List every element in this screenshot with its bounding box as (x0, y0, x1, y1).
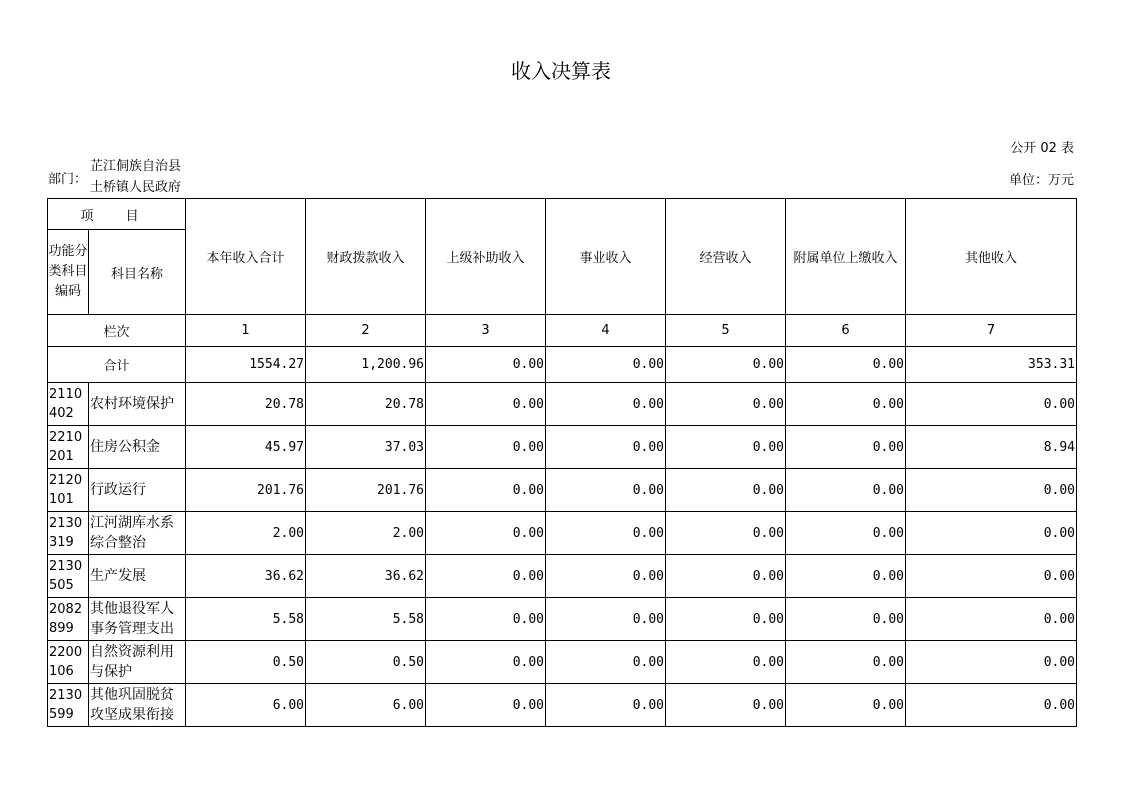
row-value: 0.00 (786, 469, 906, 512)
header-col-4: 事业收入 (546, 199, 666, 315)
row-name: 自然资源利用与保护 (89, 641, 186, 684)
row-value: 0.00 (906, 512, 1077, 555)
table-row (48, 469, 1077, 512)
table-row (48, 555, 1077, 598)
column-index: 3 (426, 315, 546, 347)
column-index: 1 (186, 315, 306, 347)
row-value: 0.00 (546, 555, 666, 598)
row-value: 0.00 (666, 469, 786, 512)
total-value: 0.00 (666, 347, 786, 383)
header-col-7: 其他收入 (906, 199, 1077, 315)
row-value: 20.78 (186, 383, 306, 426)
header-subject-name: 科目名称 (89, 230, 186, 315)
row-value: 0.00 (546, 383, 666, 426)
header-col-3: 上级补助收入 (426, 199, 546, 315)
row-value: 0.00 (546, 426, 666, 469)
row-value: 201.76 (186, 469, 306, 512)
column-index-row (48, 315, 1077, 347)
row-value: 36.62 (186, 555, 306, 598)
row-value: 5.58 (306, 598, 426, 641)
table-row (48, 598, 1077, 641)
row-value: 2.00 (186, 512, 306, 555)
row-value: 0.00 (546, 512, 666, 555)
total-label: 合计 (48, 347, 186, 383)
row-value: 0.00 (906, 469, 1077, 512)
row-value: 5.58 (186, 598, 306, 641)
unit-label: 单位：万元 (1008, 173, 1074, 188)
row-value: 0.00 (426, 641, 546, 684)
row-value: 6.00 (306, 684, 426, 727)
header-col-5: 经营收入 (666, 199, 786, 315)
header-row-1 (48, 199, 1077, 230)
header-func-code: 功能分类科目编码 (48, 230, 89, 315)
row-code: 2082899 (48, 598, 89, 641)
header-item: 项 目 (48, 199, 186, 230)
row-value: 0.00 (426, 684, 546, 727)
row-value: 0.00 (426, 426, 546, 469)
row-value: 0.50 (306, 641, 426, 684)
row-value: 0.00 (666, 512, 786, 555)
row-value: 0.00 (546, 598, 666, 641)
row-value: 0.00 (786, 512, 906, 555)
row-value: 45.97 (186, 426, 306, 469)
department-label: 部门： (48, 172, 88, 187)
row-value: 8.94 (906, 426, 1077, 469)
row-value: 0.00 (666, 641, 786, 684)
row-value: 0.00 (906, 555, 1077, 598)
page-title: 收入决算表 (511, 59, 611, 83)
row-code: 2200106 (48, 641, 89, 684)
row-value: 0.00 (546, 641, 666, 684)
row-name: 生产发展 (89, 555, 186, 598)
row-value: 0.00 (906, 684, 1077, 727)
row-value: 0.00 (906, 383, 1077, 426)
row-value: 0.50 (186, 641, 306, 684)
table-row (48, 383, 1077, 426)
row-name: 农村环境保护 (89, 383, 186, 426)
row-value: 6.00 (186, 684, 306, 727)
row-value: 37.03 (306, 426, 426, 469)
row-code: 2130599 (48, 684, 89, 727)
row-code: 2130319 (48, 512, 89, 555)
form-number: 公开 02 表 (1010, 141, 1074, 156)
row-code: 2210201 (48, 426, 89, 469)
row-value: 0.00 (546, 684, 666, 727)
row-value: 0.00 (426, 383, 546, 426)
income-table (47, 198, 1077, 727)
row-value: 0.00 (666, 598, 786, 641)
column-index: 5 (666, 315, 786, 347)
column-index-label: 栏次 (48, 315, 186, 347)
table-row (48, 684, 1077, 727)
row-value: 0.00 (786, 641, 906, 684)
row-value: 0.00 (786, 426, 906, 469)
department-name-line2: 土桥镇人民政府 (90, 180, 182, 195)
column-index: 2 (306, 315, 426, 347)
row-value: 0.00 (426, 555, 546, 598)
row-code: 2110402 (48, 383, 89, 426)
table-row (48, 426, 1077, 469)
total-row (48, 347, 1077, 383)
row-value: 0.00 (546, 469, 666, 512)
total-value: 1,200.96 (306, 347, 426, 383)
row-name: 行政运行 (89, 469, 186, 512)
row-name: 其他巩固脱贫攻坚成果衔接 (89, 684, 186, 727)
row-value: 201.76 (306, 469, 426, 512)
row-value: 2.00 (306, 512, 426, 555)
total-value: 0.00 (546, 347, 666, 383)
row-value: 0.00 (666, 555, 786, 598)
row-value: 0.00 (426, 469, 546, 512)
row-value: 0.00 (906, 598, 1077, 641)
row-name: 其他退役军人事务管理支出 (89, 598, 186, 641)
row-value: 0.00 (426, 512, 546, 555)
row-value: 0.00 (786, 383, 906, 426)
row-value: 20.78 (306, 383, 426, 426)
total-value: 0.00 (786, 347, 906, 383)
row-value: 0.00 (426, 598, 546, 641)
column-index: 7 (906, 315, 1077, 347)
header-col-6: 附属单位上缴收入 (786, 199, 906, 315)
row-value: 0.00 (666, 426, 786, 469)
row-value: 0.00 (666, 684, 786, 727)
row-name: 江河湖库水系综合整治 (89, 512, 186, 555)
header-col-1: 本年收入合计 (186, 199, 306, 315)
row-value: 0.00 (786, 555, 906, 598)
department-name (90, 156, 200, 198)
row-value: 0.00 (786, 684, 906, 727)
header-col-2: 财政拨款收入 (306, 199, 426, 315)
table-row (48, 641, 1077, 684)
row-code: 2120101 (48, 469, 89, 512)
table-row (48, 512, 1077, 555)
row-value: 36.62 (306, 555, 426, 598)
column-index: 4 (546, 315, 666, 347)
total-value: 353.31 (906, 347, 1077, 383)
row-value: 0.00 (906, 641, 1077, 684)
row-value: 0.00 (666, 383, 786, 426)
row-name: 住房公积金 (89, 426, 186, 469)
column-index: 6 (786, 315, 906, 347)
total-value: 1554.27 (186, 347, 306, 383)
department-name-line1: 芷江侗族自治县 (90, 159, 182, 174)
row-code: 2130505 (48, 555, 89, 598)
total-value: 0.00 (426, 347, 546, 383)
row-value: 0.00 (786, 598, 906, 641)
